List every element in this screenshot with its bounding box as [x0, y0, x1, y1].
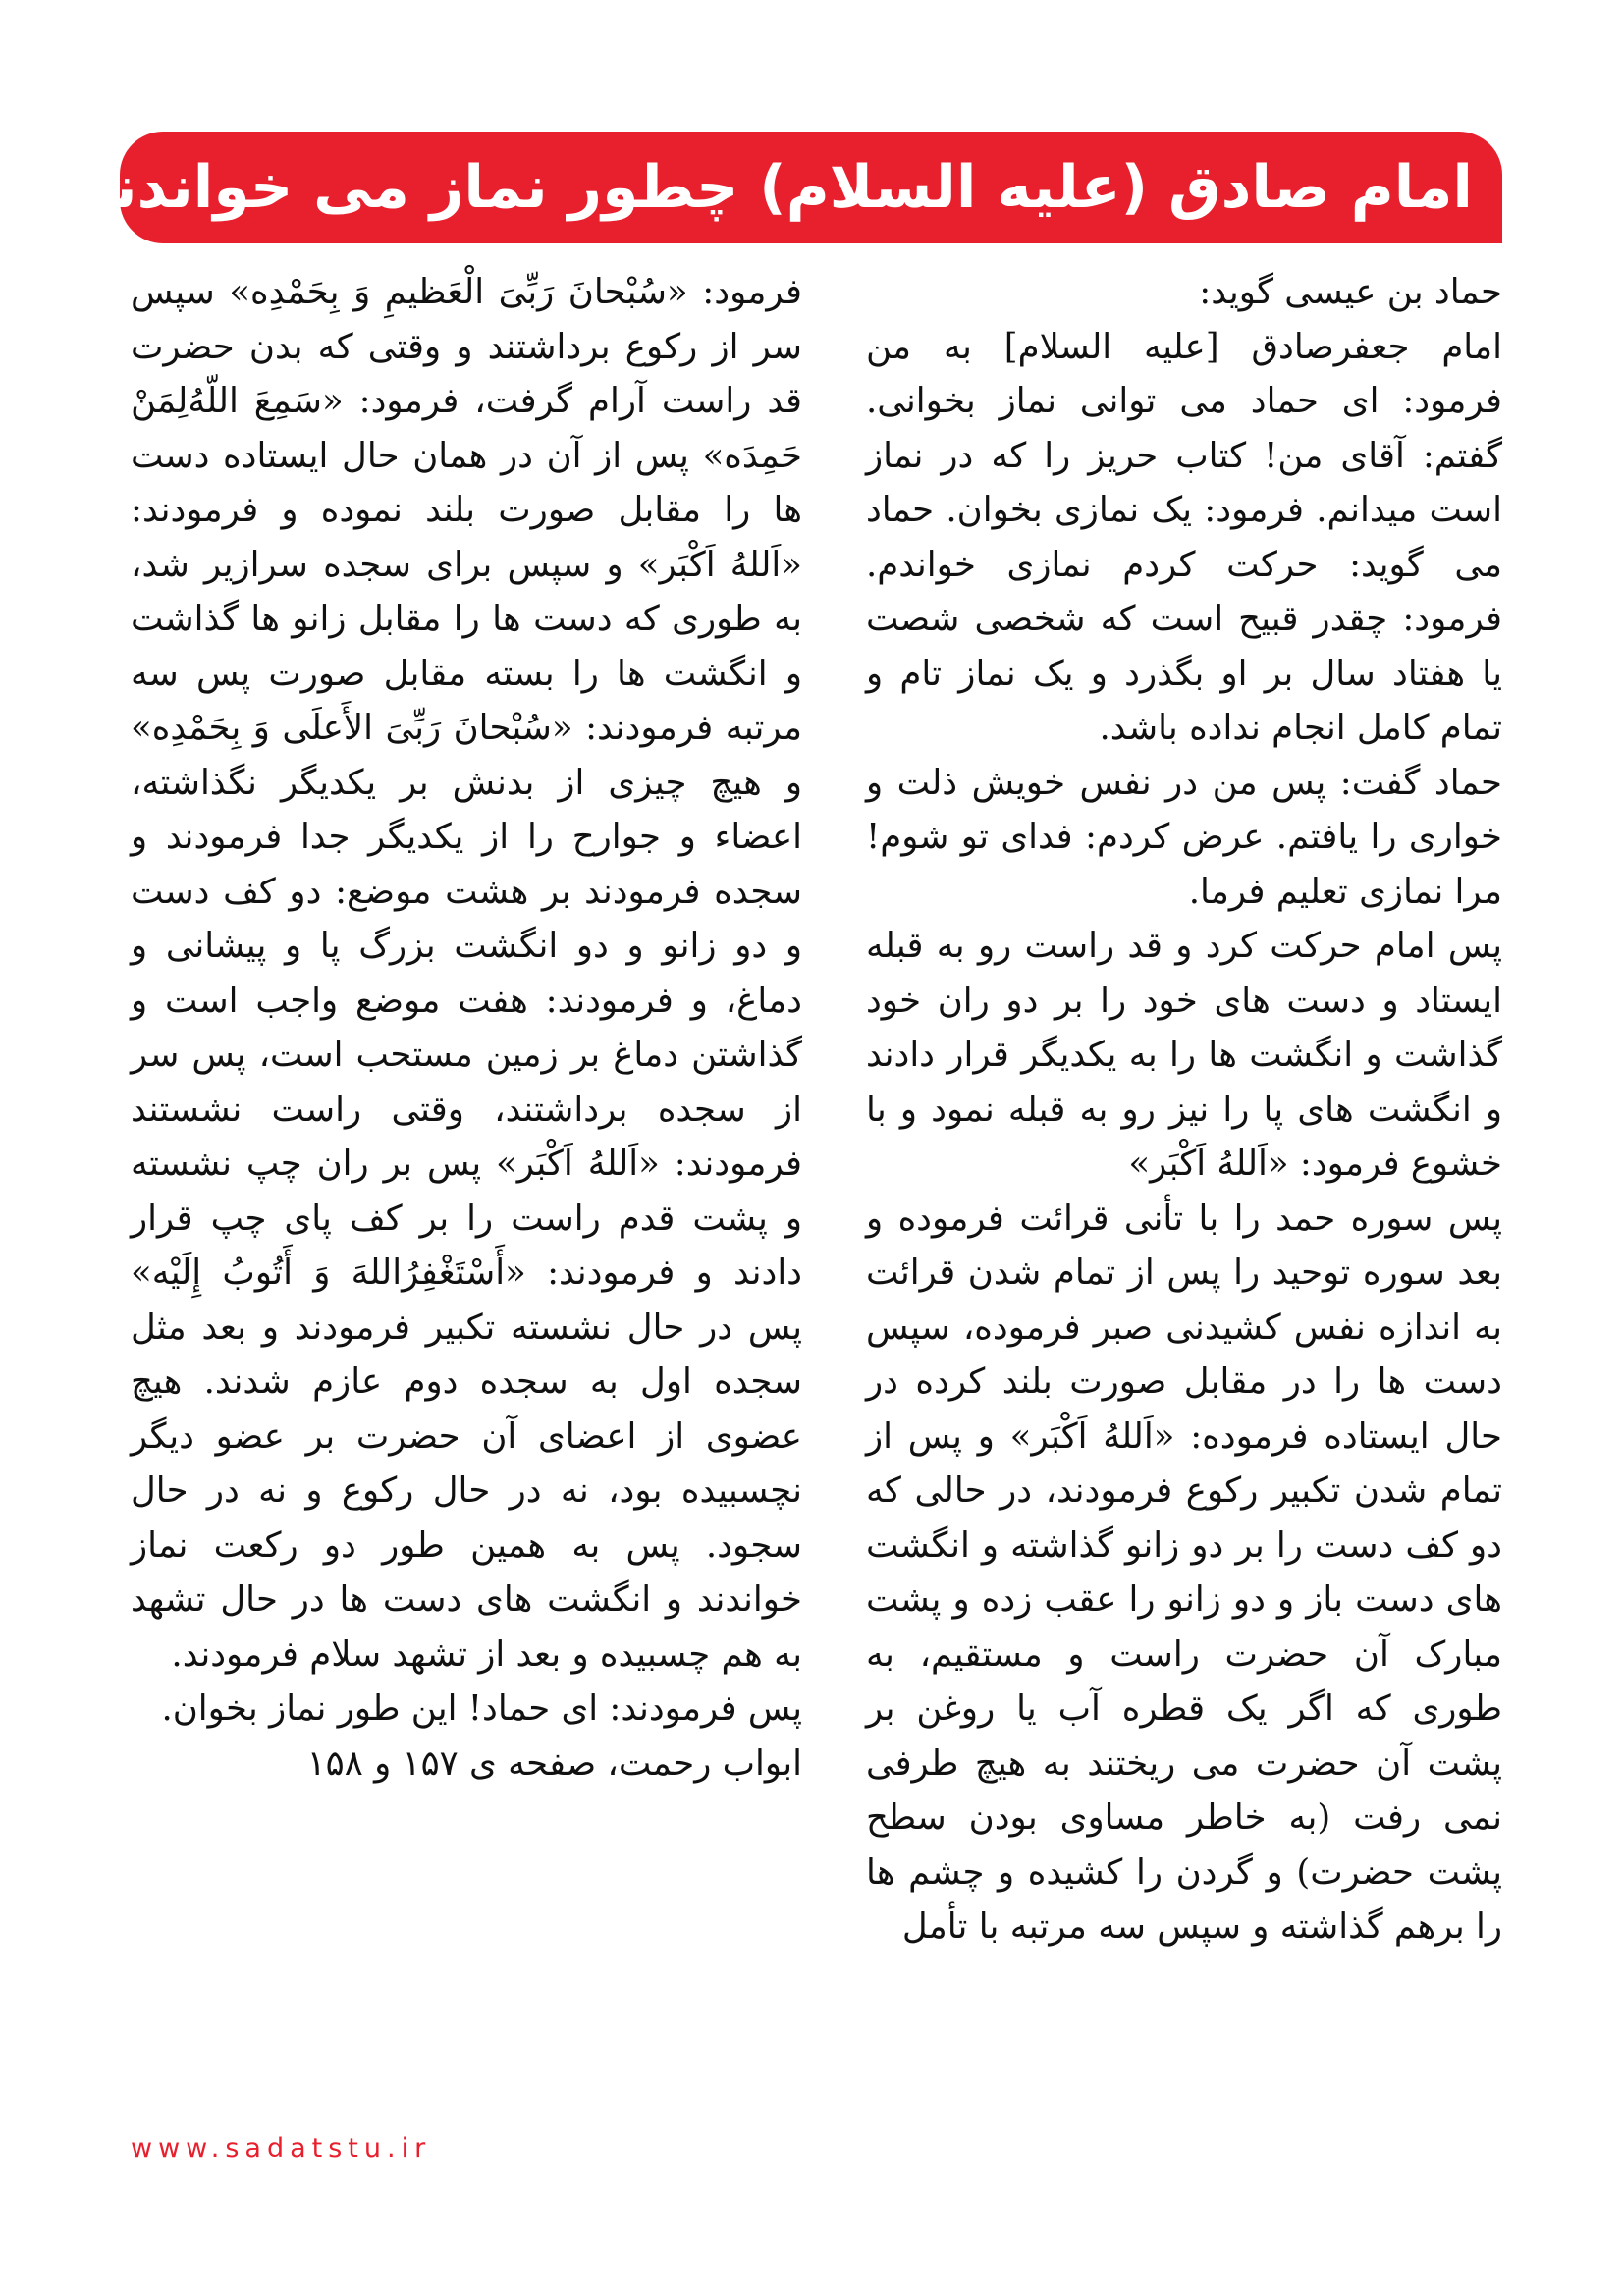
paragraph-prostration: فرمود: «سُبْحانَ رَبِّیَ الْعَظیمِ وَ بِحَمْدِه» سپس سر از رکوع برداشتند و وقتی که بدن حضرت قد راست آرام گرفت، فرمود: «سَمِعَ اللّه‌ُلِمَنْ حَمِدَه» پس از آن در همان حال ایستاده دست ها را مقابل صورت بلند نموده و فرمودند: «اَللهُ اَکْبَر» و سپس برای سجده سرازیر شد، به طوری که دست ها را مقابل زانو ها گذاشت و انگشت ها را بسته مقابل صورت پس سه مرتبه فرمودند: «سُبْحانَ رَبِّیَ الأَعلَی وَ بِحَمْدِه» و هیچ چیزی از بدنش بر یکدیگر نگذاشته، اعضاء و جوارح را از یکدیگر جدا فرمودند و سجده فرمودند بر هشت موضع: دو کف دست و دو زانو و دو انگشت بزرگ پا و پیشانی و دماغ، و فرمودند: هفت موضع واجب است و گذاشتن دماغ بر زمین مستحب است، پس سر از سجده برداشتند، وقتی راست نشستند فرمودند: «اَللهُ اَکْبَر» پس بر ران چپ نشسته و پشت قدم راست را بر کف پای چپ قرار دادند و فرمودند: «أَسْتَغْفِرُاللهَ وَ أَتُوبُ إِلَیْه» پس در حال نشسته تکبیر فرمودند و بعد مثل سجده اول به سجده دوم عازم شدند. هیچ عضوی از اعضای آن حضرت بر عضو دیگر نچسبیده بود، نه در حال رکوع و نه در حال سجود. پس به همین طور دو رکعت نماز خواندند و انگشت های دست ها در حال تشهد به هم چسبیده و بعد از تشهد سلام فرمودند.: [131, 272, 802, 1675]
left-column: [131, 265, 802, 1790]
paragraph-request: حماد گفت: پس من در نفس خویش ذلت و خواری را یافتم. عرض کردم: فدای تو شوم! مرا نمازی تعلیم فرما.: [866, 762, 1502, 912]
paragraph-dialogue: امام جعفرصادق [علیه السلام] به من فرمود: ای حماد می توانی نماز بخوانی. گفتم: آقای من! کتاب حریز را که در نماز است میدانم. فرمود: یک نمازی بخوان. حماد می گوید: حرکت کردم نمازی خواندم. فرمود: چقدر قبیح است که شخصی شصت یا هفتاد سال بر او بگذرد و یک نماز تام و تمام کامل انجام نداده باشد.: [866, 326, 1502, 748]
paragraph-intro: حماد بن عیسی گوید:: [1199, 272, 1502, 312]
source-citation: ابواب رحمت، صفحه ی ۱۵۷ و ۱۵۸: [306, 1742, 802, 1784]
right-column: [866, 265, 1502, 1954]
paragraph-standing: پس امام حرکت کرد و قد راست رو به قبله ایستاد و دست های خود را بر دو ران خود گذاشت و انگشت ها را به یکدیگر قرار دادند و انگشت های پا را نیز رو به قبله نمود و با خشوع فرمود: «اَللهُ اَکْبَر»: [866, 926, 1502, 1184]
paragraph-recitation: پس سوره حمد را با تأنی قرائت فرموده و بعد سوره توحید را پس از تمام شدن قرائت به اندازه نفس کشیدنی صبر فرموده، سپس دست ها را در مقابل صورت بلند کرده در حال ایستاده فرموده: «اَللهُ اَکْبَر» و پس از تمام شدن تکبیر رکوع فرمودند، در حالی که دو کف دست را بر دو زانو گذاشته و انگشت های دست باز و دو زانو را عقب زده و پشت مبارک آن حضرت راست و مستقیم، به طوری که اگر یک قطره آب یا روغن بر پشت آن حضرت می ریختند به هیچ طرفی نمی رفت (به خاطر مساوی بودن سطح پشت حضرت) و گردن را کشیده و چشم ها را برهم گذاشته و سپس سه مرتبه با تأمل: [866, 1198, 1502, 1947]
paragraph-closing: پس فرمودند: ای حماد! این طور نماز بخوان.: [161, 1688, 802, 1729]
footer-website-link[interactable]: www.sadatstu.ir: [131, 2133, 432, 2163]
page-title: امام صادق (علیه السلام) چطور نماز می خواندند؟: [46, 153, 1473, 222]
title-banner: [46, 132, 1502, 243]
